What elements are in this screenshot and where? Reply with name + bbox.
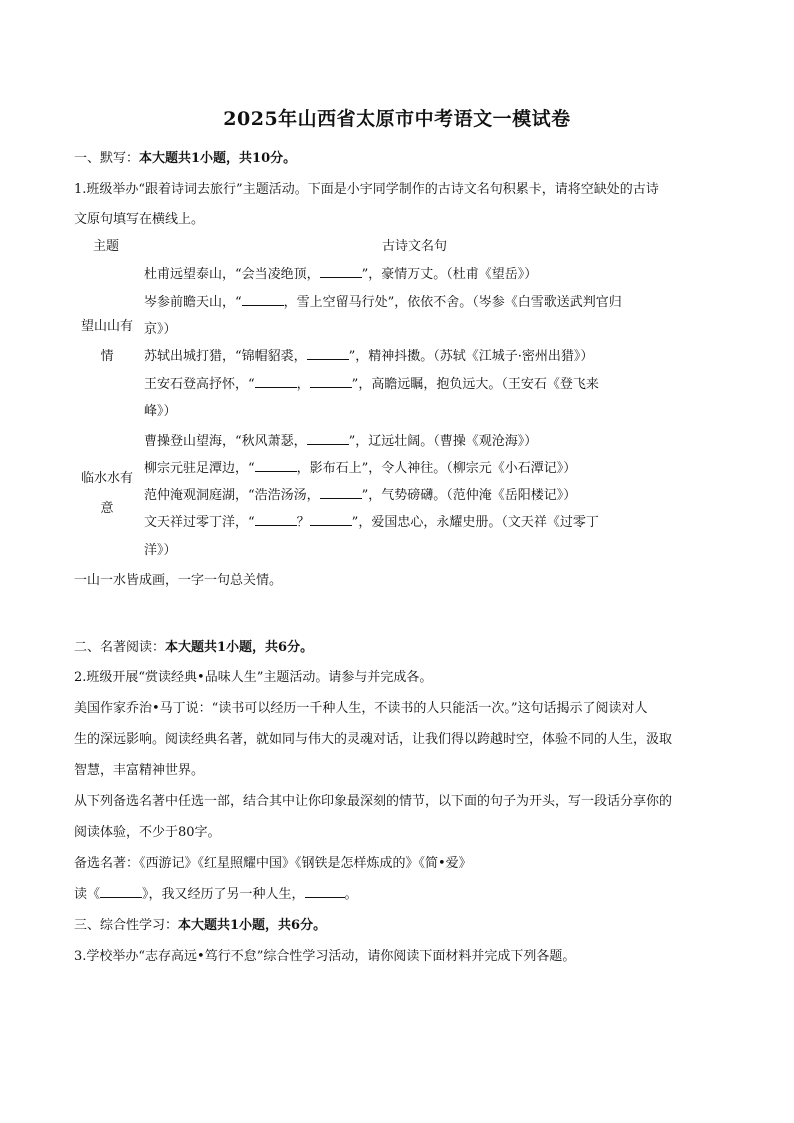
poem-row-2: 岑参前瞻天山，“ ，雪上空留马行处”，依依不舍。（岑参《白雪歌送武判官归: [144, 295, 622, 310]
q2-para1-line2: 生的深远影响。阅读经典名著，就如同与伟大的灵魂对话，让我们得以跨越时空，体验不同的人生，汲取: [74, 732, 673, 747]
answer-blank[interactable]: [255, 375, 297, 388]
answer-blank[interactable]: [255, 513, 297, 526]
q1-stem-line2: 文原句填写在横线上。: [74, 212, 205, 227]
col-lines-header: 古诗文名句: [382, 239, 448, 254]
book-title-blank[interactable]: [100, 885, 142, 898]
poem-row-4-cont: 峰》）: [144, 404, 177, 419]
answer-blank[interactable]: [320, 265, 362, 278]
poem-row-5: 曹操登山望海，“秋风萧瑟， ”，辽远壮阔。（曹操《观沧海》）: [144, 434, 538, 449]
section1-heading: 一、默写：本大题共1小题，共10分。: [74, 151, 297, 166]
poem-row-1: 杜甫远望泰山，“会当凌绝顶， ”，豪情万丈。（杜甫《望岳》）: [144, 267, 538, 282]
poem-row-2-cont: 京》）: [144, 322, 177, 337]
answer-blank[interactable]: [310, 375, 352, 388]
poem-row-8-cont: 洋》）: [144, 543, 177, 558]
answer-blank[interactable]: [305, 885, 345, 898]
q2-para2-line1: 从下列备选名著中任选一部，结合其中让你印象最深刻的情节，以下面的句子为开头，写一段话分享你的: [74, 794, 673, 809]
poem-row-6: 柳宗元驻足潭边，“ ，影布石上”，令人神往。（柳宗元《小石潭记》）: [144, 461, 577, 476]
q2-para2-line2: 阅读体验，不少于80字。: [74, 825, 221, 840]
answer-blank[interactable]: [320, 486, 362, 499]
poem-row-4: 王安石登高抒怀，“ ， ”，高瞻远瞩，抱负远大。（王安石《登飞来: [144, 377, 599, 392]
answer-blank[interactable]: [242, 293, 284, 306]
q2-stem: 2.班级开展“赏读经典•品味人生”主题活动。请参与并完成各。: [74, 670, 433, 685]
poem-row-7: 范仲淹观洞庭湖，“浩浩汤汤， ”，气势磅礴。（范仲淹《岳阳楼记》）: [144, 488, 577, 503]
group1-topic: 望山山有 情: [80, 319, 133, 364]
answer-blank[interactable]: [255, 459, 297, 472]
q1-stem-line1: 1.班级举办“跟着诗词去旅行”主题活动。下面是小宇同学制作的古诗文名句积累卡，请将空缺处的古诗: [74, 182, 659, 197]
q1-closing: 一山一水皆成画，一字一句总关情。: [74, 573, 283, 588]
q2-fill-line: 读《 》，我又经历了另一种人生， 。: [74, 887, 358, 902]
group2-topic: 临水水有 意: [80, 471, 133, 516]
section3-heading: 三、综合性学习：本大题共1小题，共6分。: [74, 918, 327, 933]
page-title: 2025年山西省太原市中考语文一模试卷: [223, 108, 571, 130]
answer-blank[interactable]: [307, 347, 349, 360]
answer-blank[interactable]: [310, 513, 352, 526]
section2-heading: 二、名著阅读：本大题共1小题，共6分。: [74, 640, 314, 655]
poem-row-8: 文天祥过零丁洋，“ ？ ”，爱国忠心，永耀史册。（文天祥《过零丁: [144, 515, 599, 530]
q2-options: 备选名著：《西游记》《红星照耀中国》《钢铁是怎样炼成的》《简•爱》: [74, 856, 472, 871]
q3-stem: 3.学校举办“志存高远•笃行不怠”综合性学习活动，请你阅读下面材料并完成下列各题。: [74, 949, 576, 964]
poem-row-3: 苏轼出城打猎，“锦帽貂裘， ”，精神抖擞。（苏轼《江城子·密州出猎》）: [144, 349, 594, 364]
q2-para1-line3: 智慧，丰富精神世界。: [74, 763, 205, 778]
answer-blank[interactable]: [307, 432, 349, 445]
col-topic-header: 主题: [93, 239, 120, 254]
q2-para1-line1: 美国作家乔治•马丁说：“读书可以经历一千种人生，不读书的人只能活一次。”这句话揭示了阅读对人: [74, 701, 648, 716]
